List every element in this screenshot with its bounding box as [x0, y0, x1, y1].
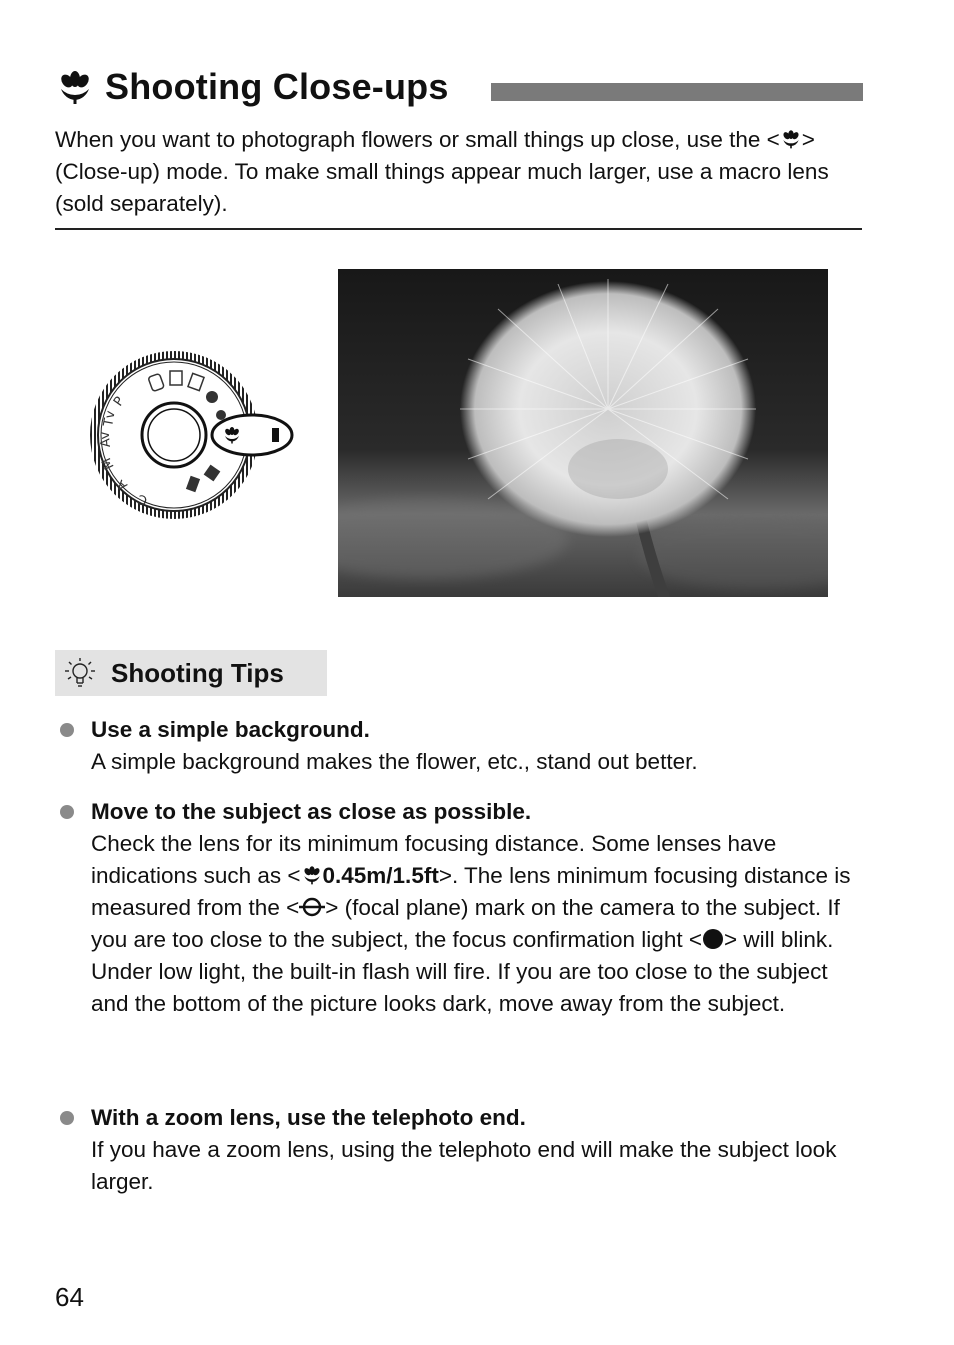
svg-text:Av: Av [97, 430, 114, 448]
focal-plane-mark-icon [299, 896, 325, 918]
tip-body: Under low light, the built-in flash will fire. If you are too close to the subject and the bottom of the picture looks dark, move away from the subject. [91, 959, 828, 1016]
shooting-tips-title: Shooting Tips [111, 657, 284, 688]
macro-flower-icon [301, 864, 323, 886]
page-number: 64 [55, 1282, 84, 1312]
divider [55, 228, 862, 230]
tip-body-text: > will blink. [723, 927, 834, 952]
dandelion-photo [338, 269, 828, 597]
list-item [91, 796, 871, 1020]
bullet-icon [60, 1111, 74, 1125]
lightbulb-icon [63, 656, 97, 690]
macro-flower-icon [55, 67, 95, 107]
tip-body-text: > (focal plane) mark on the camera to the subject. If you are too close to the subject, the focus confirmation light < [91, 895, 840, 952]
tip-heading: Use a simple background. [91, 717, 370, 742]
tip-heading: With a zoom lens, use the telephoto end. [91, 1105, 526, 1130]
min-focus-distance: 0.45m/1.5ft [322, 863, 439, 888]
svg-text:C: C [136, 490, 150, 508]
list-item [91, 714, 871, 778]
macro-flower-icon [780, 128, 802, 150]
tip-body: A simple background makes the flower, etc., stand out better. [91, 749, 698, 774]
tip-body [91, 828, 871, 956]
svg-text:A: A [114, 476, 131, 494]
tip-body-text: >. The lens minimum focusing distance is measured from the < [91, 863, 851, 920]
svg-text:M: M [99, 455, 118, 472]
focus-confirmation-dot-icon [702, 928, 724, 950]
page-title: Shooting Close-ups [105, 66, 449, 107]
tip-heading: Move to the subject as close as possible. [91, 799, 532, 824]
page-title-row [55, 62, 449, 112]
shooting-tips-header [55, 650, 327, 696]
intro-paragraph [55, 124, 865, 220]
svg-text:P: P [110, 394, 128, 410]
list-item [91, 1102, 871, 1198]
intro-text-1: When you want to photograph flowers or small things up close, use the < [55, 127, 780, 152]
intro-text-2: > (Close-up) mode. To make small things appear much larger, use a macro lens (sold separately). [55, 127, 829, 216]
svg-text:Tv: Tv [101, 409, 119, 428]
tip-body: If you have a zoom lens, using the telephoto end will make the subject look larger. [91, 1137, 837, 1194]
bullet-icon [60, 805, 74, 819]
tip-body-text: Check the lens for its minimum focusing distance. Some lenses have indications such as < [91, 831, 777, 888]
mode-dial-illustration [90, 345, 305, 525]
title-decorative-bar [491, 83, 863, 101]
bullet-icon [60, 723, 74, 737]
